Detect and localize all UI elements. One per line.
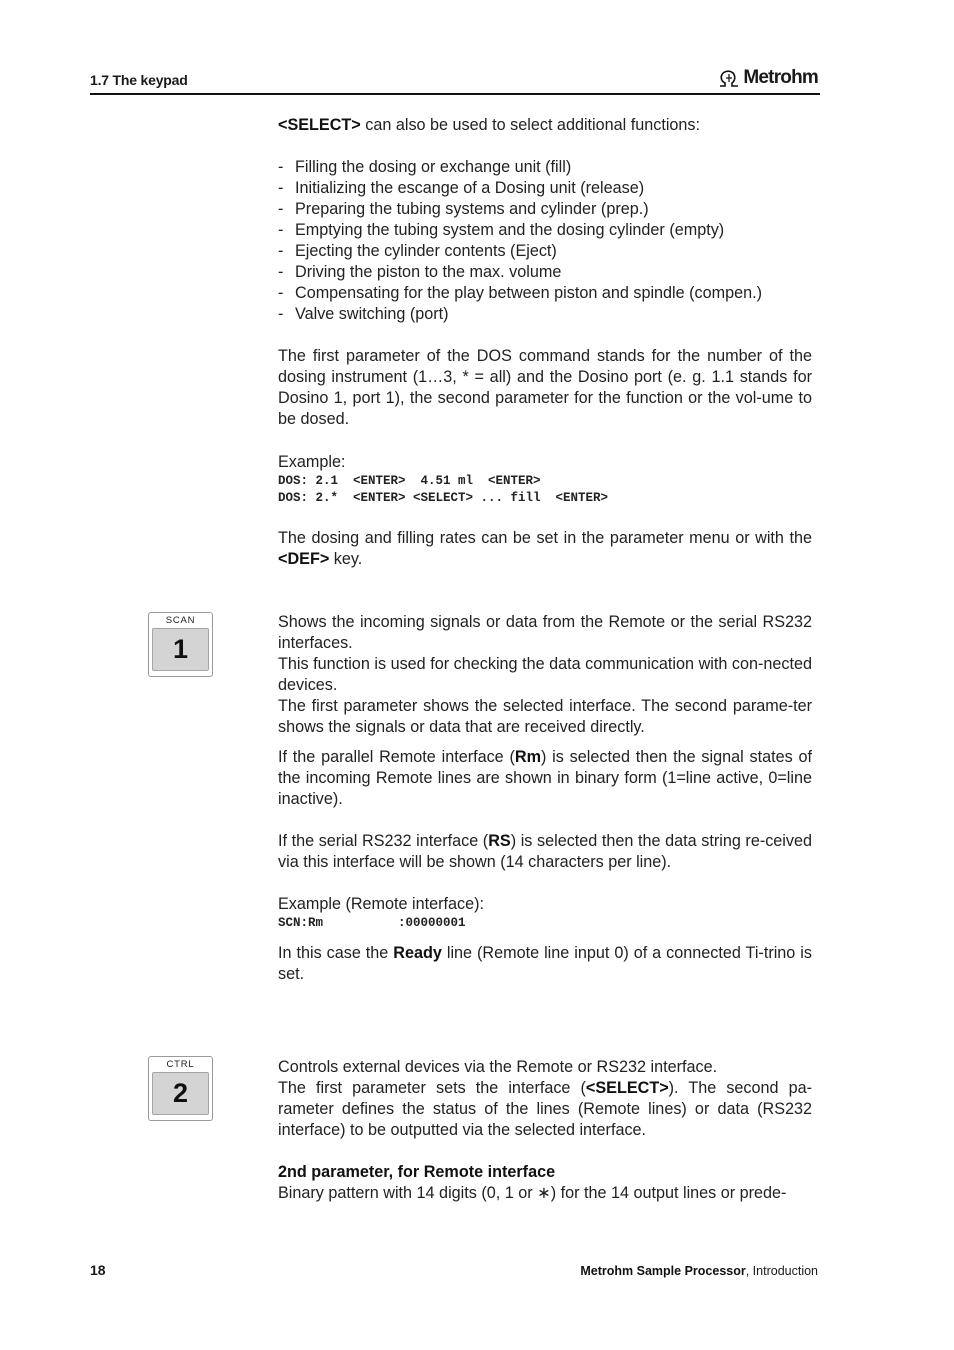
- code-line: SCN:Rm :00000001: [278, 916, 466, 930]
- dos-example: [278, 452, 812, 507]
- subheading: 2nd parameter, for Remote interface: [278, 1163, 556, 1181]
- list-item: - Ejecting the cylinder contents (Eject): [278, 242, 557, 260]
- key-label: SCAN: [165, 615, 196, 626]
- footer-title: Metrohm Sample Processor, Introduction: [580, 1264, 818, 1278]
- brand-name: Metrohm: [743, 67, 818, 88]
- key-label: CTRL: [166, 1059, 195, 1070]
- select-key-ref: <SELECT>: [278, 116, 361, 134]
- select-intro: <SELECT> can also be used to select additional functions:: [278, 116, 701, 134]
- dos-parameter-paragraph: The first parameter of the DOS command stands for the number of the dosing instrument (1…3, * = all) and the Dosino port (e. g. 1.1 stands for Dosino 1, port 1), the second parameter for the function or the vol-ume to be dosed.: [278, 347, 812, 428]
- list-item: - Emptying the tubing system and the dosing cylinder (empty): [278, 221, 725, 239]
- list-item: - Preparing the tubing systems and cylinder (prep.): [278, 200, 649, 218]
- metrohm-omega-icon: [718, 69, 740, 87]
- def-key-ref: <DEF>: [278, 550, 330, 568]
- example-label: Example (Remote interface):: [278, 895, 485, 913]
- brand-logo: [718, 67, 818, 89]
- function-list: [278, 157, 812, 325]
- list-item: - Valve switching (port): [278, 305, 449, 323]
- list-item: - Compensating for the play between piston and spindle (compen.): [278, 284, 763, 302]
- page-number: 18: [90, 1262, 106, 1278]
- ctrl-description: Controls external devices via the Remote or RS232 interface. The first parameter sets the interface (<SELECT>). The second pa-rameter defines the status of the lines (Remote lines) or data (RS232 interface) to be outputted via the selected interface. 2nd parameter, for Remote interface Binary pattern with 14 digits (0, 1 or ∗) for the 14 output lines or prede-: [278, 1058, 812, 1202]
- example-label: Example:: [278, 453, 346, 471]
- ctrl-key[interactable]: [148, 1056, 213, 1121]
- key-number: 2: [152, 1072, 209, 1115]
- section-title: 1.7 The keypad: [90, 72, 188, 88]
- list-item: - Filling the dosing or exchange unit (fill): [278, 158, 572, 176]
- scan-key[interactable]: [148, 612, 213, 677]
- list-item: - Initializing the escange of a Dosing unit (release): [278, 179, 645, 197]
- list-item: - Driving the piston to the max. volume: [278, 263, 562, 281]
- rates-paragraph: The dosing and filling rates can be set in the parameter menu or with the <DEF> key.: [278, 529, 812, 568]
- select-section: [278, 115, 812, 325]
- code-line: DOS: 2.1 <ENTER> 4.51 ml <ENTER>: [278, 474, 541, 488]
- key-number: 1: [152, 628, 209, 671]
- code-line: DOS: 2.* <ENTER> <SELECT> ... fill <ENTER>: [278, 491, 609, 505]
- header-rule: [90, 93, 820, 95]
- scan-description: Shows the incoming signals or data from the Remote or the serial RS232 interfaces. This function is used for checking the data communication with con-nected devices. The first parameter shows the selected interface. The second parame-ter shows the signals or data that are received directly. If the parallel Remote interface (Rm) is selected then the signal states of the incoming Remote lines are shown in binary form (1=line active, 0=line inactive). If the serial RS232 interface (RS) is selected then the data string re-ceived via this interface will be shown (14 characters per line). Example (Remote interface): SCN:Rm :00000001 In this case the Ready line (Remote line input 0) of a connected Ti-trino is set.: [278, 613, 813, 983]
